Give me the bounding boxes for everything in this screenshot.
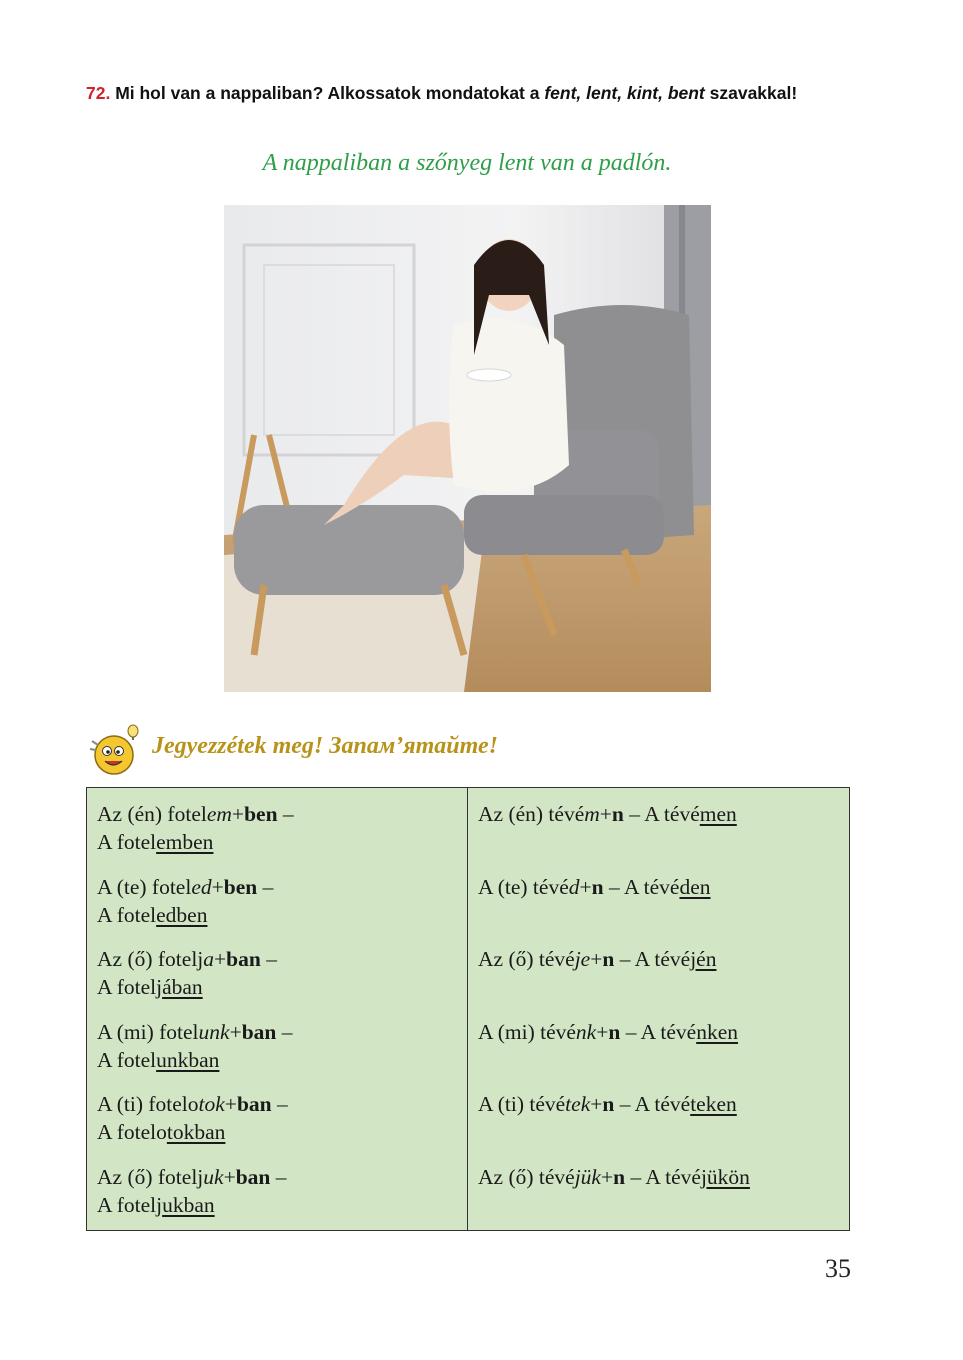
grammar-cell: Az (ő) foteljuk+ban – A foteljukban xyxy=(97,1164,287,1217)
grammar-table xyxy=(86,787,850,1231)
task-text-before: Mi hol van a nappaliban? Alkossatok mondatokat a xyxy=(110,83,545,103)
smiley-lightbulb-icon xyxy=(86,723,142,777)
living-room-photo xyxy=(224,205,711,692)
note-title: Jegyezzétek meg! Запам’ятайте! xyxy=(152,733,498,759)
grammar-cell: Az (én) fotelem+ben – A fotelemben xyxy=(97,802,294,854)
grammar-cell: A (te) foteled+ben – A foteledben xyxy=(97,874,274,927)
task-number: 72. xyxy=(86,83,111,103)
grammar-cell: Az (ő) tévéje+n – A tévéjén xyxy=(478,947,717,972)
grammar-cell: A (mi) tévénk+n – A tévénken xyxy=(478,1019,738,1044)
grammar-cell: A (ti) tévétek+n – A tévéteken xyxy=(478,1092,737,1117)
grammar-cell: A (mi) fotelunk+ban – A fotelunkban xyxy=(97,1019,293,1072)
grammar-column-teve xyxy=(468,788,849,1230)
task-instruction xyxy=(86,82,854,104)
grammar-cell: Az (ő) fotelja+ban – A foteljában xyxy=(97,947,277,1000)
page-number: 35 xyxy=(825,1254,851,1283)
grammar-cell: Az (én) tévém+n – A tévémen xyxy=(478,802,737,826)
example-sentence: A nappaliban a szőnyeg lent van a padlón. xyxy=(262,150,672,176)
grammar-cell: A (te) tévéd+n – A tévéden xyxy=(478,874,711,899)
grammar-cell: A (ti) fotelotok+ban – A fotelotokban xyxy=(97,1092,288,1145)
grammar-column-fotel xyxy=(87,788,468,1230)
grammar-cell: Az (ő) tévéjük+n – A tévéjükön xyxy=(478,1164,750,1189)
task-text-after: szavakkal! xyxy=(704,83,798,103)
task-keywords: fent, lent, kint, bent xyxy=(544,83,705,103)
